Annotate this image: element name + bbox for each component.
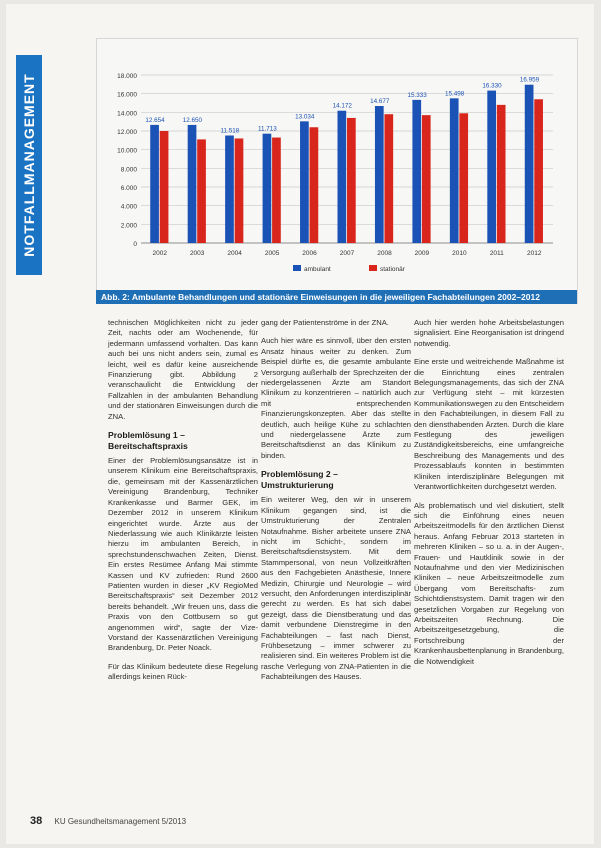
paragraph: Auch hier werden hohe Arbeitsbelastungen signalisiert. Eine Reorganisation ist dringend notwendig.: [414, 318, 564, 348]
section-sidebar: [16, 55, 42, 275]
page-number: 38: [30, 815, 43, 827]
data-label: 11.713: [257, 125, 277, 133]
bar-stationär: [422, 115, 431, 243]
paragraph: Eine erste und weitreichende Maßnahme ist die Einrichtung eines zentralen Belegungsmanagements, das sich der ZNA zur Verfügung steht – mit kürzesten Kommunikationswegen zu den Entscheidern in den Fachabteilungen, in diesem Fall zu den diensthabenden Ärzten. Durch die klare Festlegung des jeweiligen Zuständigkeitsbereichs, eine umfangreiche Beschreibung des Managements und des Prozessablaufs konnten in bestimmten Kliniken interdisziplinäre Belegungen mit Verantwortlichkeiten durchgesetzt werden.: [414, 357, 564, 492]
data-label: 16.959: [519, 76, 540, 84]
x-tick-label: 2002: [152, 250, 167, 257]
data-label: 14.172: [332, 102, 352, 110]
y-tick-label: 14.000: [117, 110, 137, 118]
data-label: 15.498: [444, 90, 465, 98]
paragraph: Als problematisch und viel diskutiert, stellt sich die Einführung eines neuen Arbeitszeitmodells für den ärztlichen Dienst heraus. Anfang Februar 2013 starteten in mehreren Kliniken – so u. a. in der Augen-, Frauen- und Hautklinik sowie in der Notaufnahme und den vier Medizinischen Kliniken – neue Arbeitszeitmodelle zum Übergang vom Bereitschafts- zum Schichtdienstsystem. Damit tragen wir den gesetzlichen Vorgaben zur Regelung von Arbeitszeiten Rechnung. Die Arbeitszeitgesetzgebung, die Fortschreibung der Krankenhausbettenplanung in Brandenburg, die Notwendigkeit: [414, 500, 564, 666]
y-tick-label: 16.000: [117, 91, 137, 99]
bar-ambulant: [450, 98, 459, 243]
bar-ambulant: [225, 135, 234, 243]
text-column-1: [108, 318, 258, 691]
data-label: 16.330: [482, 82, 502, 90]
bar-stationär: [272, 138, 281, 243]
x-tick-label: 2003: [189, 250, 205, 257]
legend-label: stationär: [380, 266, 405, 273]
y-tick-label: 10.000: [117, 147, 137, 155]
paragraph: Ein weiterer Weg, den wir in unserem Klinikum gegangen sind, ist die Umstrukturierung der Zentralen Notaufnahme. Bisher arbeitete unsere ZNA nicht im Schicht-, sondern im Bereitschaftsdienstsystem. Mit dem Stammpersonal, von neun Vollzeitkräften aus den Fachgebieten Anästhesie, Innere Medizin, Chirurgie und Neurologie – wird versucht, den Anforderungen interdisziplinär gerecht zu werden. Es hat sich dabei gezeigt, dass die Dienstberatung und das damit verbundene Dienstregime in den Fachabteilungen – fast nach Dienst, Frühbesetzung – immer schwerer zu realisieren sind. Ein weiteres Problem ist die rasche Verlegung von ZNA-Patienten in die Fachabteilungen des Hauses.: [261, 495, 411, 682]
paragraph: Für das Klinikum bedeutete diese Regelung allerdings keinen Rück-: [108, 661, 258, 682]
x-tick-label: 2010: [452, 250, 467, 257]
bar-ambulant: [412, 100, 421, 243]
text-column-3: [414, 318, 564, 675]
bar-ambulant: [300, 121, 309, 243]
legend-swatch: [293, 265, 301, 271]
bar-stationär: [497, 105, 506, 243]
paragraph: gang der Patientenströme in der ZNA.: [261, 318, 389, 327]
bar-stationär: [347, 118, 356, 243]
data-label: 11.518: [220, 127, 240, 135]
bar-ambulant: [525, 85, 534, 243]
bar-stationär: [197, 139, 206, 243]
bar-ambulant: [188, 125, 197, 243]
x-tick-label: 2011: [489, 250, 504, 257]
x-tick-label: 2008: [377, 250, 392, 257]
text-column-2: [261, 318, 411, 691]
y-tick-label: 0: [133, 241, 137, 248]
x-tick-label: 2004: [227, 250, 242, 257]
paragraph: Auch hier wäre es sinnvoll, über den ersten Ansatz hinaus weiter zu denken. Zum Beispiel dürfte es, die gesamte ambulante Versorgung außerhalb der Sprechzeiten der niedergelassenen Ärzte am Standort Klinikum zu konzentrieren – natürlich auch mit entsprechenden Finanzierungskonzepten. Aber das stellte deutlich, auch heilige Kühe zu schlachten und niedergelassene Ärzte zum Bereitschaftsdienst an das Klinikum zu binden.: [261, 336, 411, 460]
chart-svg: [97, 39, 577, 303]
bar-ambulant: [263, 134, 272, 243]
bar-stationär: [384, 114, 393, 243]
paragraph: Einer der Problemlösungsansätze ist in unserem Klinikum eine Bereitschaftspraxis, die, gemeinsam mit der Kassenärztlichen Vereinigung Brandenburg, Techniker Krankenkasse und Barmer GEK, im Dezember 2012 in unserem Klinikum eingerichtet wurde. Ärzte aus der Niederlassung wie auch Klinikärzte leisten hierzu im ambulanten Bereich, in sprechstundenschwachen Zeiten, Dienst. Ein erstes Resümee Anfang Mai stimmte Kassen und KV zufrieden: Rund 2600 Patienten wurden in dieser „KV RegioMed Bereitschaftspraxis“ seit Dezember 2012 bereits behandelt. „Wir freuen uns, dass die Praxis von den Cottbusern so gut angenommen wird“, sagte der Vize-Vorstand der Kassenärztlichen Vereinigung Brandenburg, Dr. Peter Noack.: [108, 456, 258, 653]
section-heading: Problemlösung 2 – Umstrukturierung: [261, 469, 338, 491]
x-tick-label: 2009: [414, 250, 430, 257]
x-tick-label: 2006: [302, 250, 317, 257]
bar-stationär: [459, 113, 468, 243]
legend-label: ambulant: [304, 266, 331, 273]
bar-stationär: [235, 138, 244, 243]
y-tick-label: 8.000: [120, 166, 137, 174]
data-label: 12.650: [182, 116, 203, 124]
data-label: 15.333: [407, 91, 427, 99]
figure-caption: Abb. 2: Ambulante Behandlungen und stationäre Einweisungen in die jeweiligen Fachabteilungen 2002–2012: [96, 290, 577, 304]
data-label: 14.677: [370, 98, 390, 106]
x-tick-label: 2005: [264, 250, 280, 257]
y-tick-label: 18.000: [117, 73, 137, 80]
bar-ambulant: [338, 111, 347, 243]
bar-stationär: [310, 127, 319, 243]
x-tick-label: 2007: [339, 250, 355, 257]
bar-ambulant: [375, 106, 384, 243]
section-heading: Problemlösung 1 – Bereitschaftspraxis: [108, 430, 188, 452]
y-tick-label: 6.000: [120, 185, 137, 192]
data-label: 12.654: [145, 116, 165, 124]
y-tick-label: 12.000: [117, 129, 137, 136]
page-footer: [30, 815, 186, 827]
bar-stationär: [160, 131, 169, 243]
legend-swatch: [369, 265, 377, 271]
bar-ambulant: [150, 125, 159, 243]
y-tick-label: 2.000: [120, 222, 137, 230]
bar-stationär: [534, 99, 543, 243]
bar-chart: [96, 38, 578, 304]
section-label: NOTFALLMANAGEMENT: [21, 73, 37, 257]
x-tick-label: 2012: [527, 250, 542, 257]
bar-ambulant: [487, 91, 496, 243]
publication-name: KU Gesundheitsmanagement 5/2013: [54, 817, 187, 826]
data-label: 13.034: [295, 113, 315, 121]
paragraph: technischen Möglichkeiten nicht zu jeder Zeit, nachts oder am Wochenende, für jedermann umfassend vorhalten. Das kann auch bei uns nicht anders sein, zumal es leicht, weil es dafür keine ausreichende Finanzierung gibt. Abbildung 2 veranschaulicht die Entwicklung der Fallzahlen in der ambulanten Behandlung und der stationären Einweisungen durch die ZNA.: [108, 318, 258, 421]
y-tick-label: 4.000: [120, 203, 137, 211]
